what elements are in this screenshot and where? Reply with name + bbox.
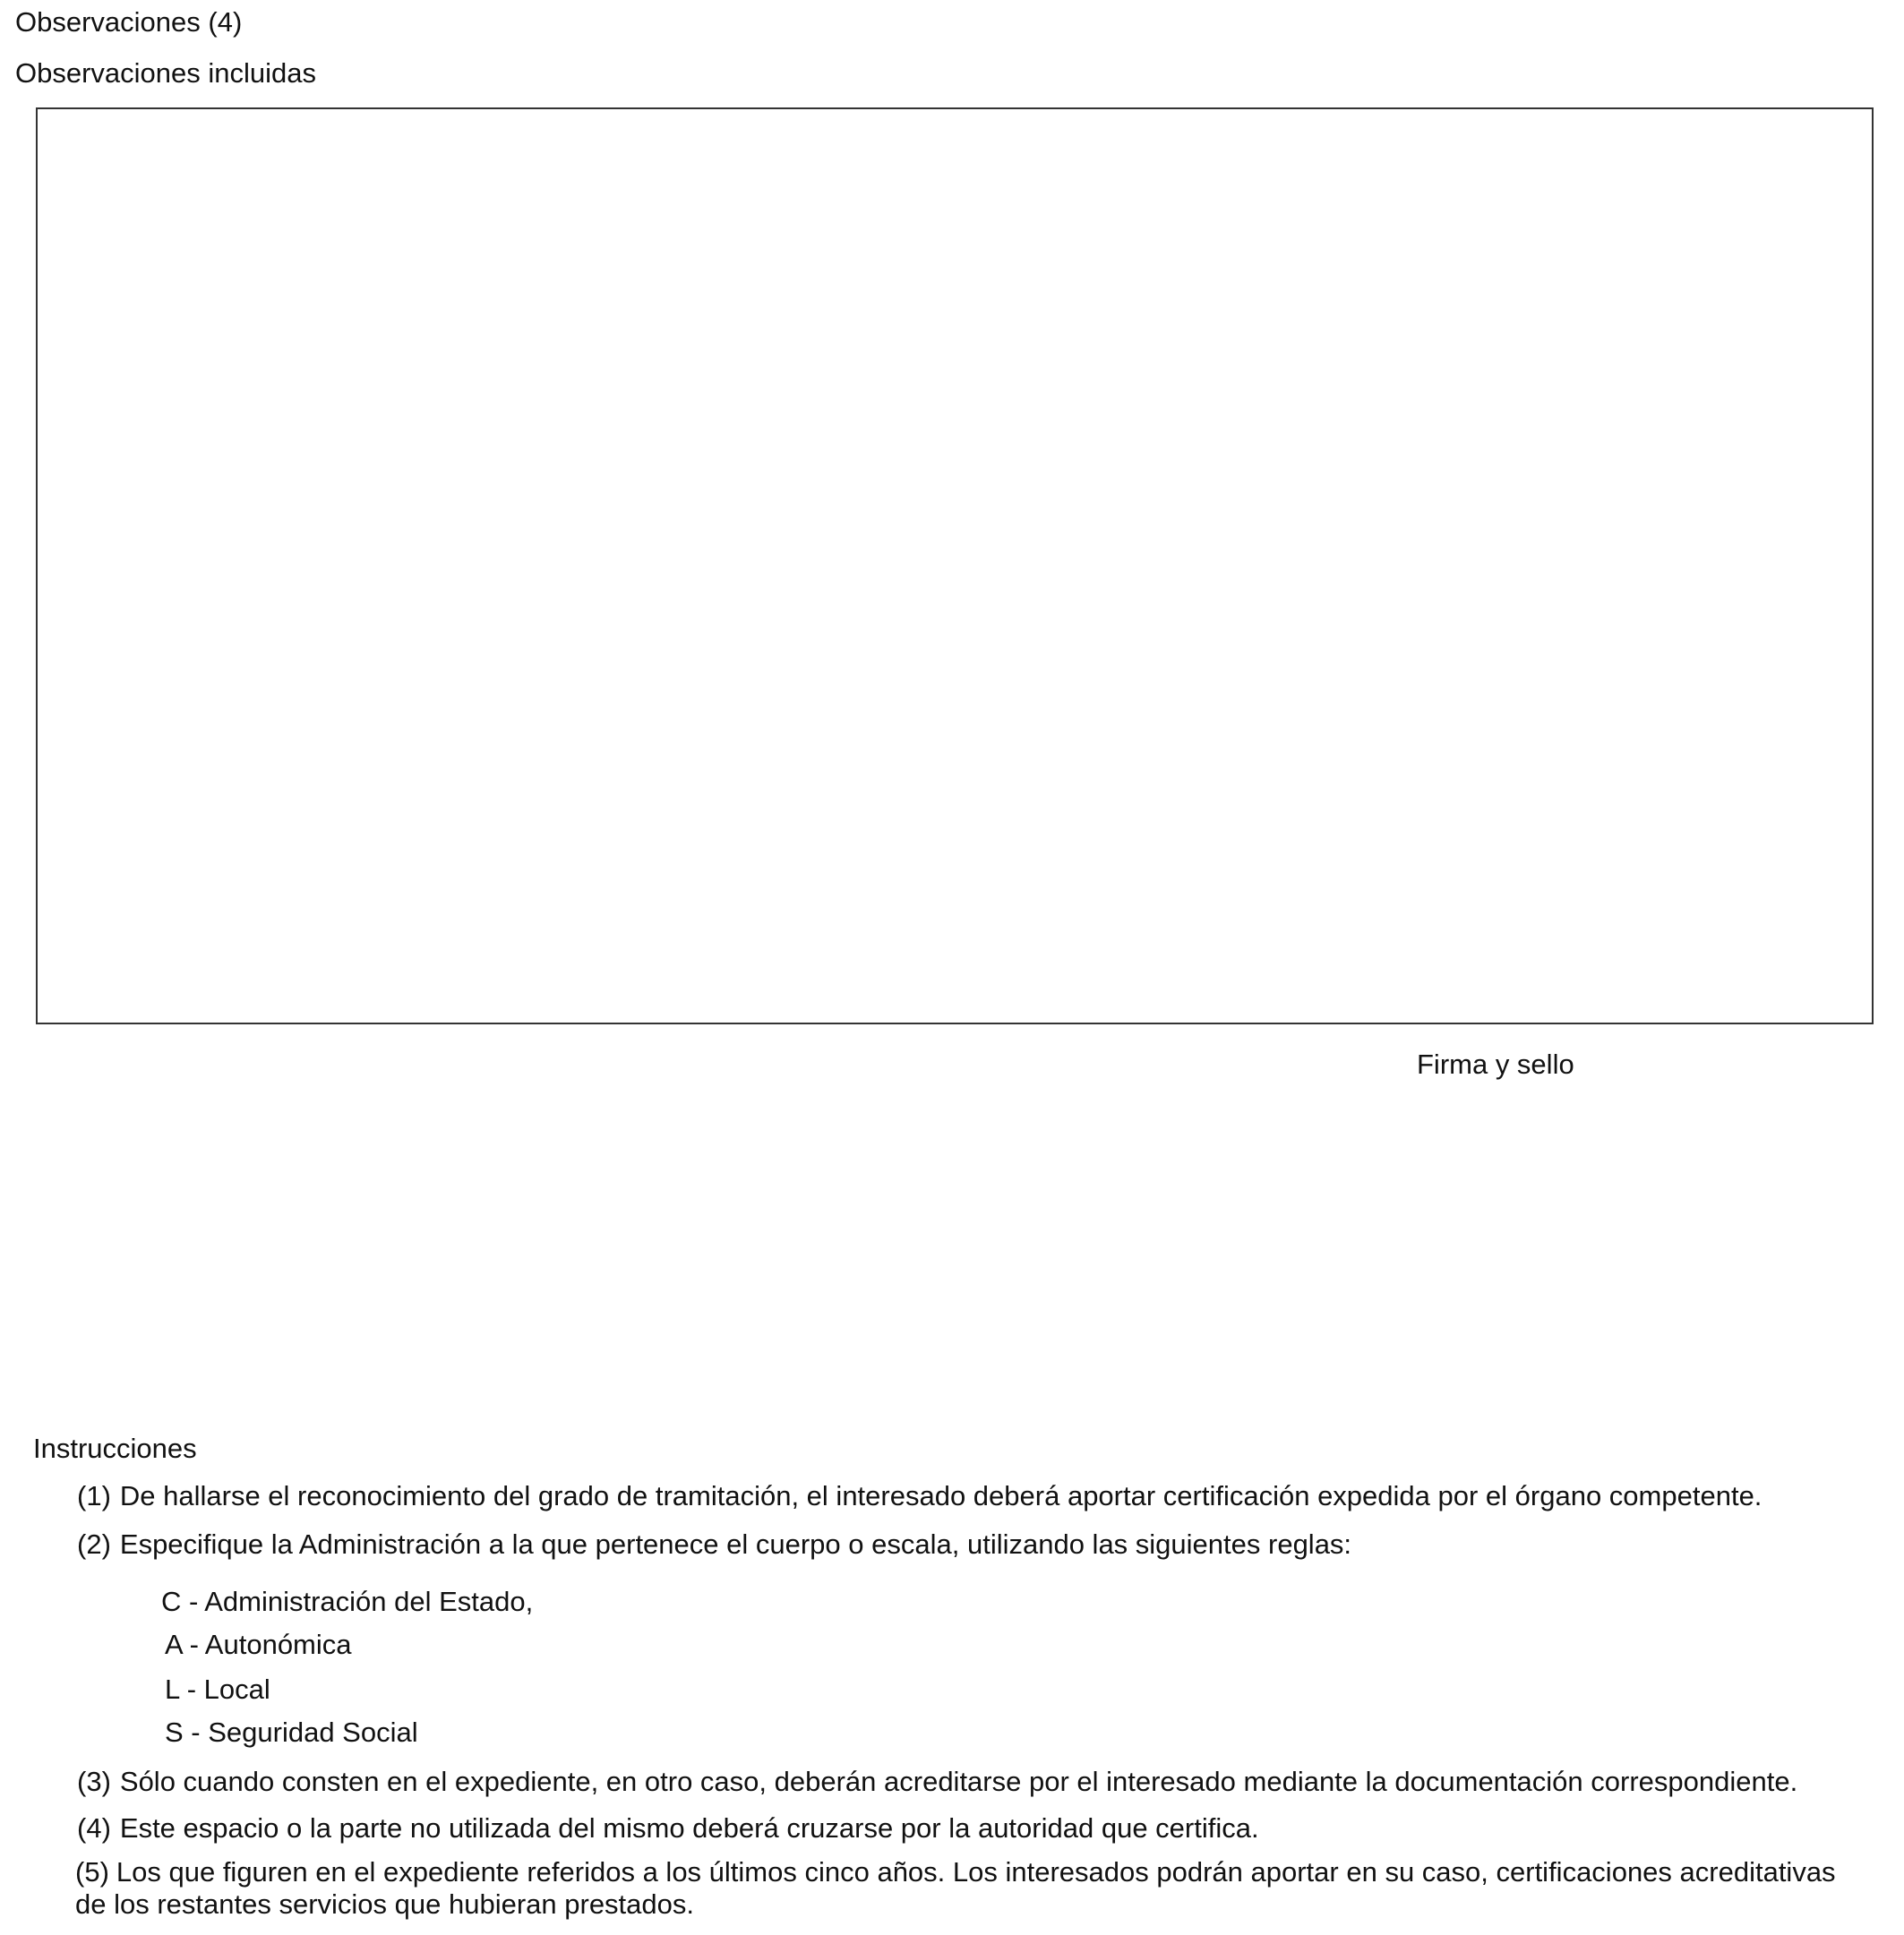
note-text: Este espacio o la parte no utilizada del mismo deberá cruzarse por la autoridad que certifica. xyxy=(119,1812,1259,1844)
instruction-note-2 xyxy=(77,1528,1351,1561)
note-text: Los que figuren en el expediente referidos a los últimos cinco años. Los interesados podrán aportar en su caso, certificaciones acreditativas de los restantes servicios que hubieran prestados. xyxy=(75,1856,1836,1920)
observaciones-box[interactable] xyxy=(36,107,1874,1024)
instruction-note-3 xyxy=(77,1766,1797,1798)
note-number: (1) xyxy=(77,1480,111,1511)
instruction-note-5 xyxy=(75,1856,1866,1921)
note-text: Especifique la Administración a la que pertenece el cuerpo o escala, utilizando las siguientes reglas: xyxy=(119,1528,1352,1560)
rule-item-local: L - Local xyxy=(165,1674,270,1705)
note-number: (5) xyxy=(75,1856,109,1888)
instruction-note-1 xyxy=(77,1480,1762,1512)
firma-y-sello-label: Firma y sello xyxy=(1417,1049,1574,1080)
note-number: (2) xyxy=(77,1528,111,1560)
instrucciones-title: Instrucciones xyxy=(33,1433,197,1464)
instruction-note-4 xyxy=(77,1812,1259,1845)
note-text: De hallarse el reconocimiento del grado de tramitación, el interesado deberá aportar certificación expedida por el órgano competente. xyxy=(119,1480,1762,1511)
observaciones-heading: Observaciones (4) xyxy=(15,6,243,38)
observaciones-incluidas-label: Observaciones incluidas xyxy=(15,57,317,89)
note-number: (4) xyxy=(77,1812,111,1844)
rule-item-autonomica: A - Autonómica xyxy=(165,1629,352,1660)
note-number: (3) xyxy=(77,1766,111,1797)
note-text: Sólo cuando consten en el expediente, en otro caso, deberán acreditarse por el interesado mediante la documentación correspondiente. xyxy=(119,1766,1798,1797)
rule-item-seguridad-social: S - Seguridad Social xyxy=(165,1717,418,1748)
rule-item-estado: C - Administración del Estado, xyxy=(161,1586,534,1617)
